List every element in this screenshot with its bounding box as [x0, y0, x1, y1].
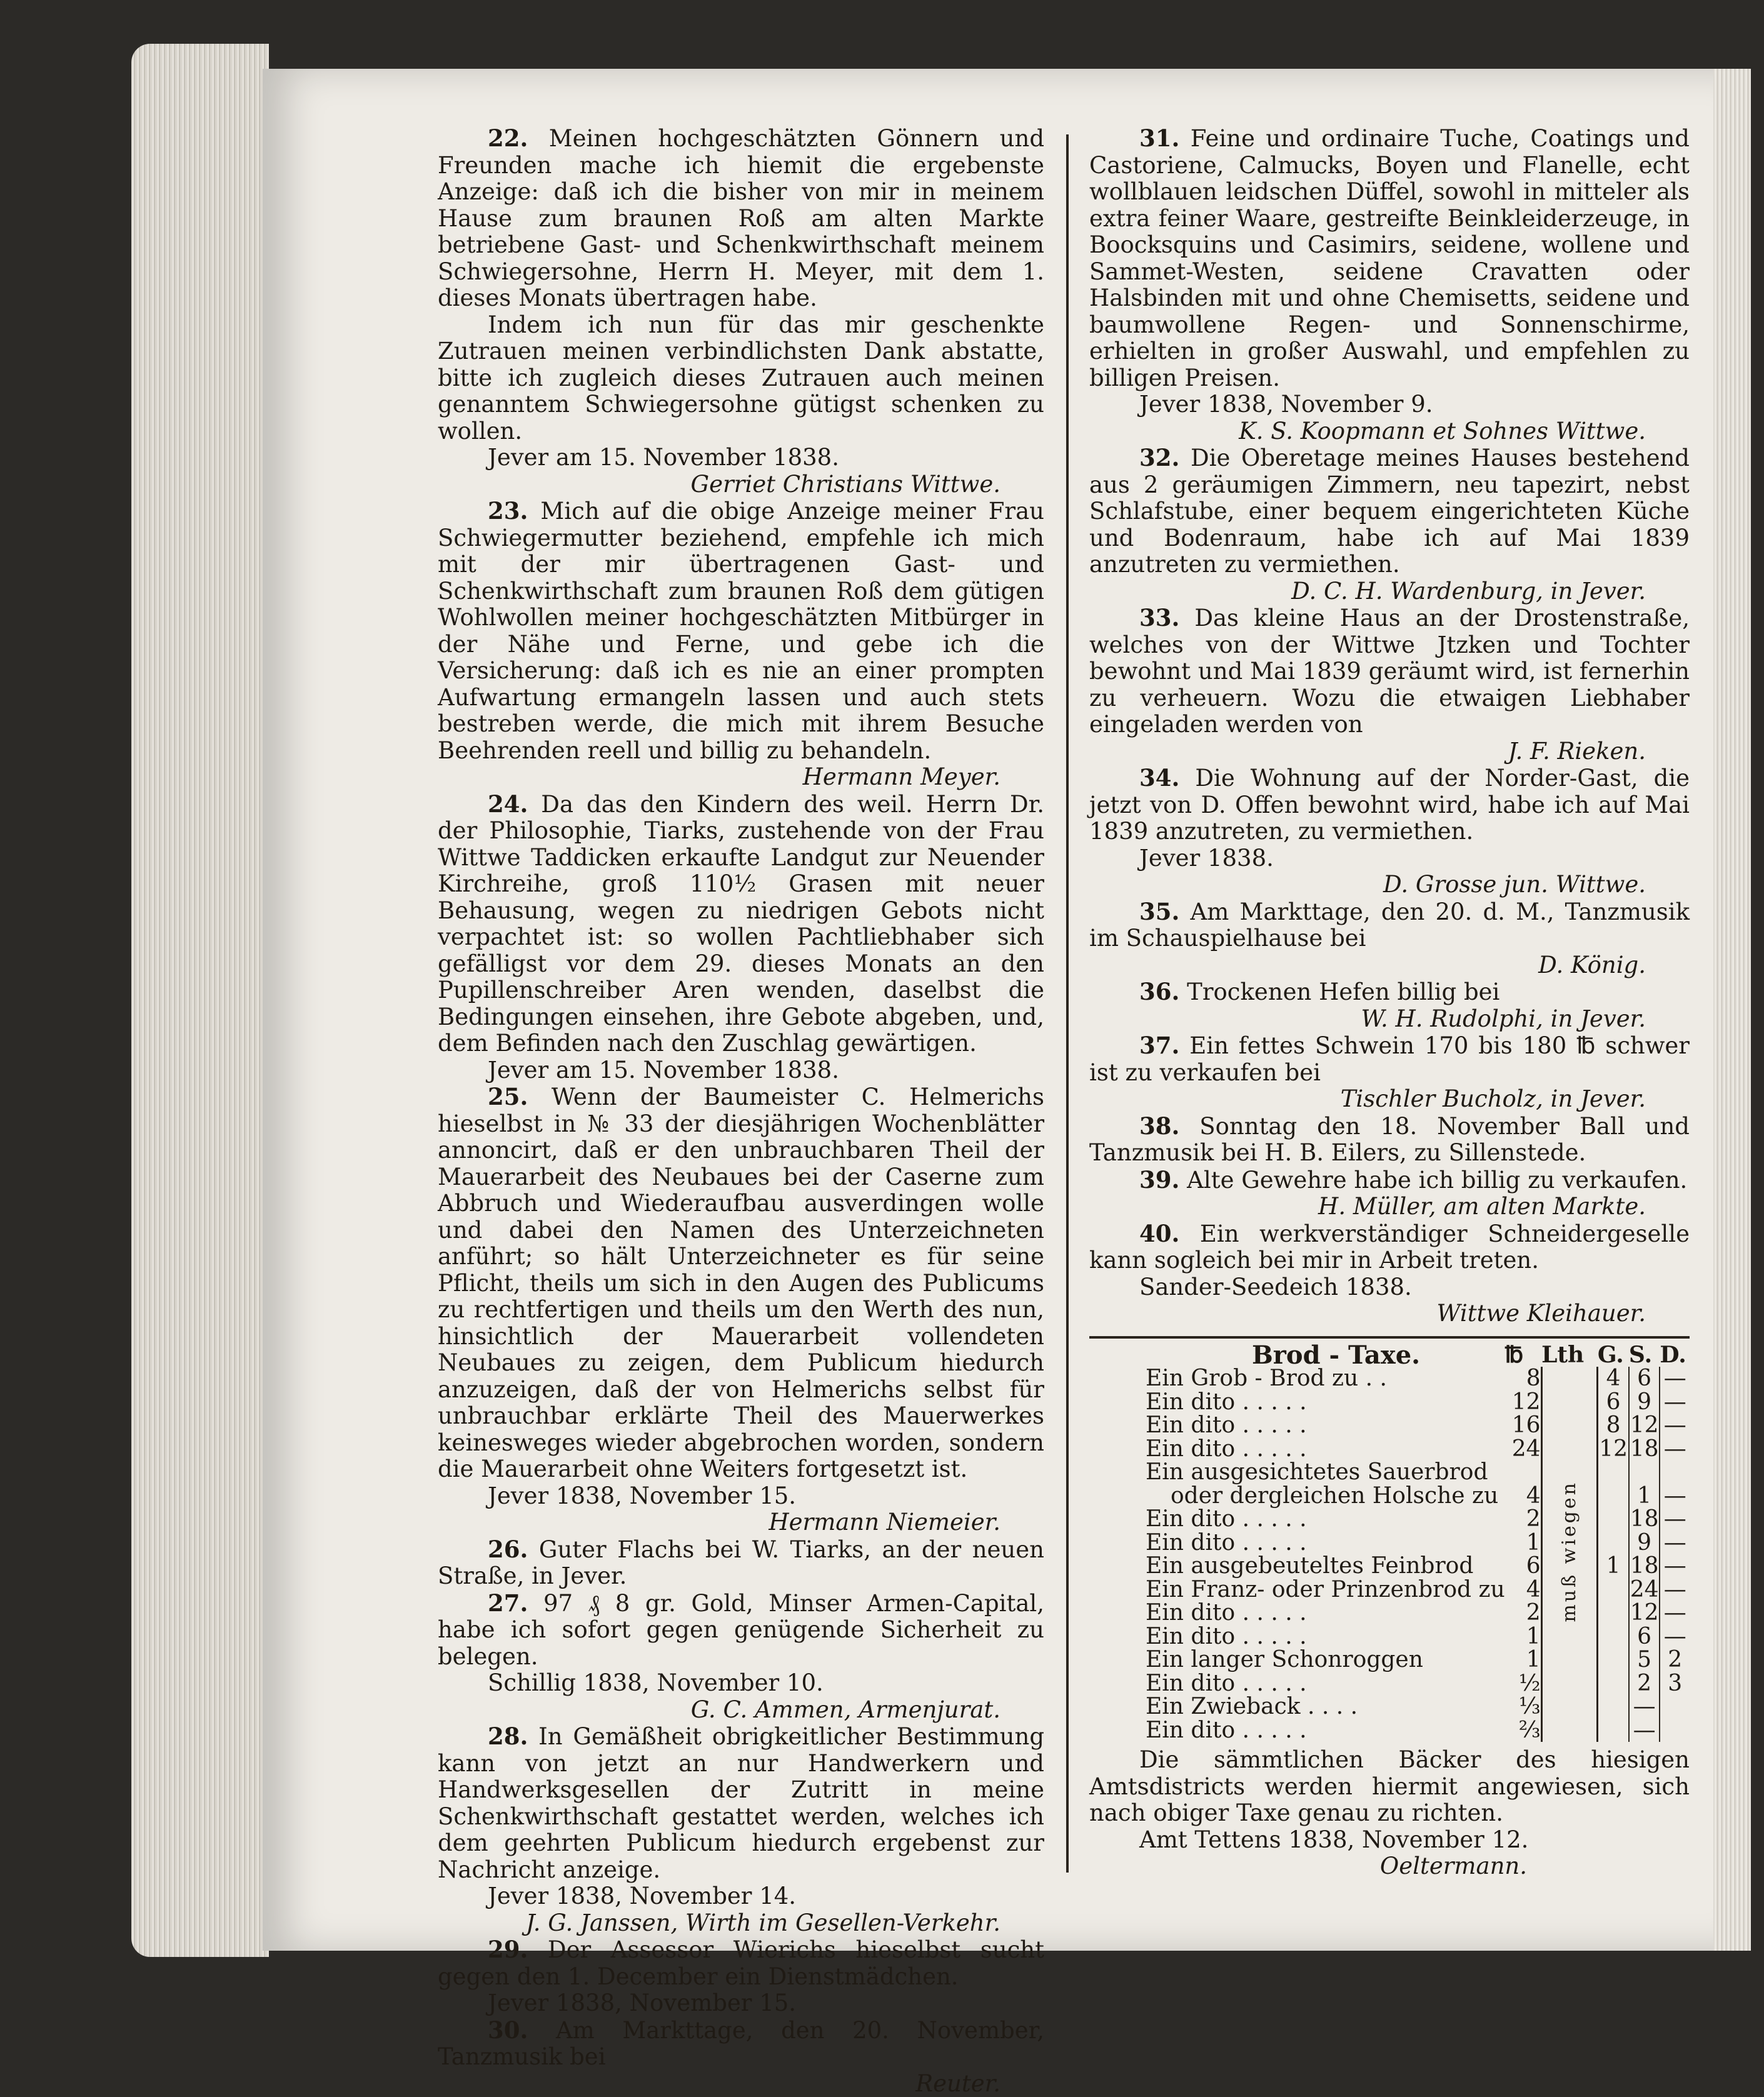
- bread-price-s: 3: [1660, 1672, 1690, 1696]
- advertisement: [1089, 898, 1690, 979]
- bread-lth: [1598, 1625, 1629, 1649]
- ad-body: Die Oberetage meines Hauses bestehend aus 2 geräumigen Zimmern, neu tapezirt, nebst Schlafstube, einer bequem eingerichteten Küche und Bodenraum, habe ich auf Mai 1839 anzutreten zu vermiethen.: [1089, 445, 1690, 578]
- bread-weight: 1: [1505, 1648, 1541, 1672]
- ad-body: Die Wohnung auf der Norder-Gast, die jetzt von D. Offen bewohnt wird, habe ich auf Mai 1839 anzutreten, zu vermiethen.: [1089, 765, 1690, 845]
- bread-price-s: —: [1660, 1507, 1690, 1531]
- bread-tax-row: [1089, 1578, 1690, 1602]
- ad-signature: J. F. Rieken.: [1089, 738, 1690, 765]
- ad-place-date: Jever 1838, November 14.: [438, 1883, 1044, 1910]
- bread-price-s: [1660, 1461, 1690, 1484]
- ad-body: Am Markttage, den 20. November, Tanzmusik bei: [438, 2017, 1044, 2071]
- ad-signature: D. König.: [1089, 952, 1690, 979]
- bread-tax-place: Amt Tettens 1838, November 12.: [1089, 1827, 1690, 1854]
- bread-price-s: —: [1660, 1578, 1690, 1602]
- col-weight: ℔: [1505, 1344, 1541, 1367]
- bread-price-s: —: [1660, 1484, 1690, 1508]
- ad-text: [438, 498, 1044, 764]
- bread-price-g: 18: [1629, 1437, 1660, 1461]
- bread-item: Ein dito . . . . .: [1089, 1507, 1505, 1531]
- ad-body: Feine und ordinaire Tuche, Coatings und Castoriene, Calmucks, Boyen und Flanelle, echt wollblauen leidschen Düffel, sowohl in mitteler als extra feiner Waare, gestreifte Beinkleiderzeuge, in Boocksquins und Casimirs, seidene, wollene und Sammet-Westen, seidene Cravatten oder Halsbinden mit und ohne Chemisetts, seidene und baumwollene Regen- und Sonnenschirme, erhielten in großer Auswahl, und empfehlen zu billigen Preisen.: [1089, 125, 1690, 391]
- bread-price-g: 18: [1629, 1554, 1660, 1578]
- bread-price-g: 2: [1629, 1672, 1660, 1696]
- bread-lth: [1598, 1507, 1629, 1531]
- bread-lth: [1598, 1531, 1629, 1555]
- ad-signature: J. G. Janssen, Wirth im Gesellen-Verkehr.: [438, 1910, 1044, 1937]
- ad-number: 32.: [1139, 444, 1179, 471]
- ad-text: [1089, 1032, 1690, 1086]
- advertisement: [438, 498, 1044, 791]
- bread-lth: [1598, 1695, 1629, 1719]
- bread-tax-closing: Die sämmtlichen Bäcker des hiesigen Amtsdistricts werden hiermit angewiesen, sich nach obiger Taxe genau zu richten.: [1089, 1747, 1690, 1827]
- ad-text: [1089, 605, 1690, 738]
- bread-lth: 8: [1598, 1414, 1629, 1437]
- ad-text: [438, 2017, 1044, 2071]
- ad-body: Meinen hochgeschätzten Gönnern und Freunden mache ich hiemit die ergebenste Anzeige: daß ich die bisher von mir in meinem Hause zum braunen Roß am alten Markte betriebene Gast- und Schenkwirthschaft meinem Schwiegersohne, Herrn H. Meyer, mit dem 1. dieses Monats übertragen habe.: [438, 125, 1044, 311]
- ad-text: [438, 1590, 1044, 1671]
- bread-price-g: 12: [1629, 1601, 1660, 1625]
- ad-number: 35.: [1139, 898, 1179, 925]
- col-g: G.: [1598, 1344, 1629, 1367]
- advertisement: [438, 1536, 1044, 1590]
- bread-weight: 8: [1505, 1367, 1541, 1390]
- ad-body: Der Assessor Wierichs hieselbst sucht gegen den 1. December ein Dienstmädchen.: [438, 1936, 1044, 1990]
- advertisement: [1089, 1032, 1690, 1113]
- ad-number: 31.: [1139, 124, 1179, 152]
- bread-lth: [1598, 1648, 1629, 1672]
- bread-item: Ein dito . . . . .: [1089, 1672, 1505, 1696]
- bread-price-g: —: [1629, 1695, 1660, 1719]
- bread-lth: 1: [1598, 1554, 1629, 1578]
- bread-price-g: 9: [1629, 1390, 1660, 1414]
- right-column: [1089, 125, 1690, 1880]
- page-edge-left: [131, 44, 269, 1957]
- advertisement: [1089, 605, 1690, 765]
- advertisement: [1089, 978, 1690, 1032]
- ad-body: Das kleine Haus an der Drostenstraße, welches von der Wittwe Jtzken und Tochter bewohnt und Mai 1839 geräumt wird, ist fernerhin zu verheuern. Wozu die etwaigen Liebhaber eingeladen werden von: [1089, 605, 1690, 738]
- advertisement: [438, 1936, 1044, 2017]
- ad-signature: W. H. Rudolphi, in Jever.: [1089, 1006, 1690, 1033]
- bread-tax-row: [1089, 1531, 1690, 1555]
- ad-text: [1089, 1220, 1690, 1274]
- bread-tax-header: [1089, 1344, 1690, 1367]
- ad-body: In Gemäßheit obrigkeitlicher Bestimmung kann von jetzt an nur Handwerkern und Handwerksgesellen der Zutritt in meine Schenkwirthschaft gestattet werden, welches ich dem geehrten Publicum hiedurch ergebenst zur Nachricht anzeige.: [438, 1723, 1044, 1883]
- ad-place-date: Jever 1838, November 9.: [1089, 391, 1690, 418]
- ad-number: 37.: [1139, 1032, 1179, 1059]
- bread-price-s: —: [1660, 1414, 1690, 1437]
- ad-body: Sonntag den 18. November Ball und Tanzmusik bei H. B. Eilers, zu Sillenstede.: [1089, 1113, 1690, 1167]
- bread-tax-row: [1089, 1484, 1690, 1508]
- bread-lth: [1598, 1461, 1629, 1484]
- ad-text: [1089, 445, 1690, 578]
- bread-price-g: 5: [1629, 1648, 1660, 1672]
- bread-price-g: 9: [1629, 1531, 1660, 1555]
- bread-item: Ein Franz- oder Prinzenbrod zu: [1089, 1578, 1505, 1602]
- bread-lth: 6: [1598, 1390, 1629, 1414]
- ad-signature: D. Grosse jun. Wittwe.: [1089, 872, 1690, 898]
- ad-signature: Wittwe Kleihauer.: [1089, 1300, 1690, 1327]
- bread-item: Ein Grob - Brod zu . .: [1089, 1367, 1505, 1390]
- ad-number: 23.: [488, 497, 528, 525]
- bread-lth: [1598, 1601, 1629, 1625]
- bread-item: Ein dito . . . . .: [1089, 1531, 1505, 1555]
- bread-price-g: 18: [1629, 1507, 1660, 1531]
- bread-price-g: 6: [1629, 1625, 1660, 1649]
- ad-body: 97 ₰ 8 gr. Gold, Minser Armen-Capital, habe ich sofort gegen genügende Sicherheit zu belegen.: [438, 1590, 1044, 1670]
- ad-number: 38.: [1139, 1112, 1179, 1140]
- ad-text: [1089, 765, 1690, 845]
- left-column: [438, 125, 1044, 2097]
- advertisement: [438, 1084, 1044, 1536]
- ad-signature: Reuter.: [438, 2071, 1044, 2097]
- bread-item: Ein Zwieback . . . .: [1089, 1695, 1505, 1719]
- must-weigh-text: muß wiegen: [1558, 1481, 1581, 1622]
- page-edge-right: [1713, 69, 1751, 1951]
- bread-item: Ein dito . . . . .: [1089, 1414, 1505, 1437]
- bread-price-g: 6: [1629, 1367, 1660, 1390]
- ad-signature: Hermann Niemeier.: [438, 1509, 1044, 1536]
- ad-number: 27.: [488, 1589, 528, 1617]
- ad-signature: D. C. H. Wardenburg, in Jever.: [1089, 578, 1690, 605]
- ad-body: Alte Gewehre habe ich billig zu verkaufen.: [1187, 1167, 1687, 1194]
- bread-item: Ein langer Schonroggen: [1089, 1648, 1505, 1672]
- bread-lth: [1598, 1719, 1629, 1742]
- ad-place-date: Jever 1838, November 15.: [438, 1990, 1044, 2017]
- ad-number: 40.: [1139, 1220, 1179, 1247]
- bread-weight: ½: [1505, 1672, 1541, 1696]
- ad-number: 25.: [488, 1083, 528, 1110]
- bread-price-s: [1660, 1719, 1690, 1742]
- advertisement: [1089, 445, 1690, 605]
- ad-number: 30.: [488, 2016, 528, 2044]
- bread-price-g: 24: [1629, 1578, 1660, 1602]
- bread-price-s: [1660, 1695, 1690, 1719]
- advertisement: [1089, 1113, 1690, 1167]
- ad-text: [1089, 1113, 1690, 1167]
- bread-price-s: 2: [1660, 1648, 1690, 1672]
- ad-text: [1089, 125, 1690, 391]
- ad-place-date: Jever am 15. November 1838.: [438, 445, 1044, 471]
- ad-body: Wenn der Baumeister C. Helmerichs hieselbst in № 33 der diesjährigen Wochenblätter annoncirt, daß er den unbrauchbaren Theil der Mauerarbeit des Neubaues bei der Caserne zum Abbruch und Wiederaufbau ausverdingen wolle und dabei den Namen des Unterzeichneten anführt; so hält Unterzeichneter es für seine Pflicht, theils um sich in den Augen des Publicums zu rechtfertigen und theils um den Werth des nun, hinsichtlich der Mauerarbeit vollendeten Neubaues zu zeigen, dem Publicum hiedurch anzuzeigen, daß der von Helmerichs selbst für unbrauchbar erklärte Theil des Mauerwerkes keinesweges wieder abgebrochen worden, sondern die Mauerarbeit ohne Weiters fortgesetzt ist.: [438, 1084, 1044, 1482]
- bread-price-s: —: [1660, 1601, 1690, 1625]
- bread-weight: 24: [1505, 1437, 1541, 1461]
- ad-body: Ein werkverständiger Schneidergeselle kann sogleich bei mir in Arbeit treten.: [1089, 1220, 1690, 1274]
- ad-number: 22.: [488, 124, 528, 152]
- ad-place-date: Jever 1838, November 15.: [438, 1483, 1044, 1510]
- ad-signature: H. Müller, am alten Markte.: [1089, 1194, 1690, 1220]
- bread-tax-row: [1089, 1461, 1690, 1484]
- ad-text: [438, 125, 1044, 312]
- bread-item: Ein dito . . . . .: [1089, 1601, 1505, 1625]
- ad-text: [1089, 978, 1690, 1006]
- bread-price-s: —: [1660, 1554, 1690, 1578]
- bread-item: Ein dito . . . . .: [1089, 1390, 1505, 1414]
- advertisement: [1089, 125, 1690, 445]
- ad-body: Am Markttage, den 20. d. M., Tanzmusik im Schauspielhause bei: [1089, 898, 1690, 952]
- ad-signature: G. C. Ammen, Armenjurat.: [438, 1697, 1044, 1724]
- bread-price-s: —: [1660, 1390, 1690, 1414]
- ad-signature: Gerriet Christians Wittwe.: [438, 471, 1044, 498]
- ad-place-date: Jever 1838.: [1089, 845, 1690, 872]
- bread-lth: [1598, 1672, 1629, 1696]
- advertisement: [1089, 1220, 1690, 1327]
- column-divider: [1066, 134, 1069, 1873]
- ad-number: 33.: [1139, 604, 1179, 631]
- bread-price-s: —: [1660, 1531, 1690, 1555]
- bread-lth: 4: [1598, 1367, 1629, 1390]
- bread-tax-row: [1089, 1601, 1690, 1625]
- bread-price-s: —: [1660, 1437, 1690, 1461]
- bread-price-g: 1: [1629, 1484, 1660, 1508]
- advertisement: [1089, 1167, 1690, 1220]
- bread-lth: 12: [1598, 1437, 1629, 1461]
- bread-tax-row: [1089, 1625, 1690, 1649]
- ad-place-date: Jever am 15. November 1838.: [438, 1057, 1044, 1084]
- bread-weight: 1: [1505, 1531, 1541, 1555]
- ad-number: 36.: [1139, 978, 1179, 1005]
- advertisement: [438, 1590, 1044, 1724]
- advertisement: [438, 2017, 1044, 2097]
- bread-weight: 2: [1505, 1601, 1541, 1625]
- ad-text: [1089, 898, 1690, 952]
- advertisement: [438, 1723, 1044, 1936]
- ad-body: Trockenen Hefen billig bei: [1187, 978, 1499, 1005]
- bread-tax-row: [1089, 1719, 1690, 1742]
- advertisement: [438, 125, 1044, 498]
- bread-tax-row: [1089, 1695, 1690, 1719]
- bread-item: Ein ausgesichtetes Sauerbrod: [1089, 1461, 1505, 1484]
- ad-text: [438, 1723, 1044, 1883]
- must-weigh-label: [1541, 1367, 1598, 1742]
- bread-tax-row: [1089, 1414, 1690, 1437]
- bread-item: oder dergleichen Holsche zu: [1089, 1484, 1505, 1508]
- bread-weight: 4: [1505, 1578, 1541, 1602]
- col-s: S.: [1629, 1344, 1660, 1367]
- bread-tax-signature: Oeltermann.: [1089, 1853, 1690, 1880]
- bread-weight: ⅓: [1505, 1695, 1541, 1719]
- bread-tax-row: [1089, 1390, 1690, 1414]
- ad-text: [438, 1536, 1044, 1590]
- bread-tax-row: [1089, 1367, 1690, 1390]
- bread-tax-row: [1089, 1672, 1690, 1696]
- bread-item: Ein dito . . . . .: [1089, 1625, 1505, 1649]
- ad-text: [438, 791, 1044, 1057]
- bread-weight: 2: [1505, 1507, 1541, 1531]
- ad-text: [438, 1084, 1044, 1483]
- bread-item: Ein dito . . . . .: [1089, 1719, 1505, 1742]
- bread-weight: [1505, 1461, 1541, 1484]
- advertisement: [1089, 765, 1690, 898]
- ad-place-date: Sander-Seedeich 1838.: [1089, 1274, 1690, 1301]
- col-d: D.: [1660, 1344, 1690, 1367]
- bread-weight: 4: [1505, 1484, 1541, 1508]
- bread-tax-row: [1089, 1554, 1690, 1578]
- bread-weight: ⅔: [1505, 1719, 1541, 1742]
- bread-price-g: [1629, 1461, 1660, 1484]
- ad-body: Mich auf die obige Anzeige meiner Frau Schwiegermutter beziehend, empfehle ich mich mit der mir übertragenen Gast- und Schenkwirthschaft zum braunen Roß dem gütigen Wohlwollen meiner hochgeschätzten Mitbürger in der Nähe und Ferne, und gebe ich die Versicherung: daß ich es nie an einer prompten Aufwartung ermangeln lassen und auch stets bestreben werde, die mich mit ihrem Besuche Beehrenden reell und billig zu behandeln.: [438, 498, 1044, 764]
- ad-number: 39.: [1139, 1166, 1179, 1194]
- ad-number: 24.: [488, 790, 528, 818]
- bread-tax-row: [1089, 1437, 1690, 1461]
- bread-tax-rule: [1089, 1336, 1690, 1339]
- bread-lth: [1598, 1578, 1629, 1602]
- bread-weight: 6: [1505, 1554, 1541, 1578]
- bread-weight: 1: [1505, 1625, 1541, 1649]
- ad-place-date: Schillig 1838, November 10.: [438, 1670, 1044, 1697]
- bread-item: Ein ausgebeuteltes Feinbrod: [1089, 1554, 1505, 1578]
- ad-text-continued: Indem ich nun für das mir geschenkte Zutrauen meinen verbindlichsten Dank abstatte, bitte ich zugleich dieses Zutrauen auch meinen genanntem Schwiegersohne gütigst schenken zu wollen.: [438, 312, 1044, 445]
- ad-body: Ein fettes Schwein 170 bis 180 ℔ schwer ist zu verkaufen bei: [1089, 1032, 1690, 1086]
- ad-number: 34.: [1139, 764, 1179, 792]
- ad-signature: K. S. Koopmann et Sohnes Wittwe.: [1089, 418, 1690, 445]
- ad-number: 29.: [488, 1936, 528, 1963]
- bread-tax-table: [1089, 1344, 1690, 1742]
- bread-item: Ein dito . . . . .: [1089, 1437, 1505, 1461]
- ad-text: [438, 1936, 1044, 1990]
- ad-number: 28.: [488, 1722, 528, 1750]
- bread-tax-row: [1089, 1507, 1690, 1531]
- bread-price-g: —: [1629, 1719, 1660, 1742]
- ad-body: Guter Flachs bei W. Tiarks, an der neuen Straße, in Jever.: [438, 1536, 1044, 1590]
- bread-price-s: —: [1660, 1625, 1690, 1649]
- bread-price-g: 12: [1629, 1414, 1660, 1437]
- bread-weight: 12: [1505, 1390, 1541, 1414]
- ad-text: [1089, 1167, 1690, 1194]
- bread-price-s: —: [1660, 1367, 1690, 1390]
- ad-number: 26.: [488, 1536, 528, 1563]
- advertisement: [438, 791, 1044, 1084]
- ad-signature: Hermann Meyer.: [438, 764, 1044, 791]
- bread-tax-row: [1089, 1648, 1690, 1672]
- ad-body: Da das den Kindern des weil. Herrn Dr. der Philosophie, Tiarks, zustehende von der Frau Wittwe Taddicken erkaufte Landgut zur Neuender Kirchreihe, groß 110½ Grasen mit neuer Behausung, wegen zu niedrigen Gebots nicht verpachtet ist: so wollen Pachtliebhaber sich gefälligst vor dem 29. dieses Monats an den Pupillenschreiber Aren wenden, daselbst die Bedingungen einsehen, ihre Gebote abgeben, und, dem Befinden nach den Zuschlag gewärtigen.: [438, 791, 1044, 1057]
- bread-weight: 16: [1505, 1414, 1541, 1437]
- bread-lth: [1598, 1484, 1629, 1508]
- ad-signature: Tischler Bucholz, in Jever.: [1089, 1086, 1690, 1113]
- col-weight-small: Lth: [1541, 1344, 1598, 1367]
- bread-tax-title: Brod - Taxe.: [1089, 1344, 1505, 1367]
